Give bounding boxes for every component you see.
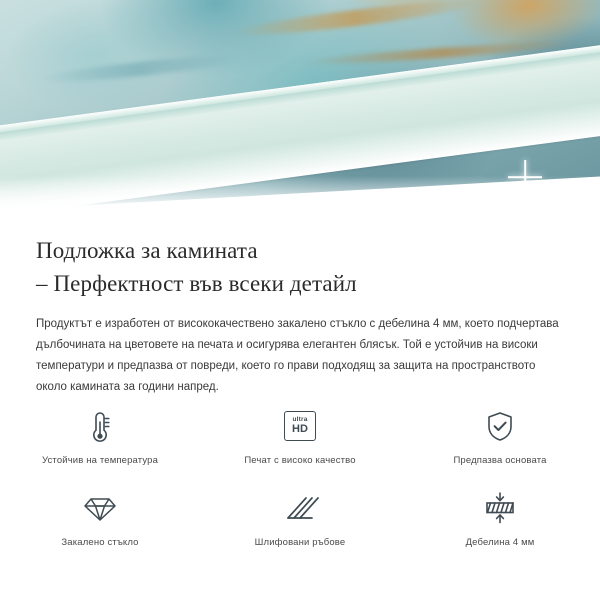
diamond-icon <box>78 486 122 530</box>
page-title <box>0 222 600 300</box>
feature-surface-protection <box>400 398 600 480</box>
feature-label: Печат с високо качество <box>244 455 356 466</box>
page-title-line-1: Подложка за камината <box>36 238 258 263</box>
feature-label: Шлифовани ръбове <box>254 537 346 548</box>
feature-label: Дебелина 4 мм <box>465 537 535 548</box>
feature-label: Устойчив на температура <box>41 455 159 466</box>
shield-check-icon <box>478 404 522 448</box>
polished-edges-icon <box>278 486 322 530</box>
feature-tempered-glass <box>0 480 200 562</box>
feature-thickness <box>400 480 600 562</box>
thickness-icon <box>478 486 522 530</box>
page-title-line-2: – Перфектност във всеки детайл <box>36 271 357 296</box>
feature-polished-edges <box>200 480 400 562</box>
feature-label: Предпазва основата <box>453 455 547 466</box>
hero-image <box>0 0 600 222</box>
feature-grid <box>0 398 600 562</box>
description-paragraph: Продуктът е изработен от висококачествено закалено стъкло с дебелина 4 мм, което подчертава дълбочината на цветовете на печата и осигурява елегантен блясък. Той е устойчив на високи температури и предпазва от повреди, което го прави подходящ за защита на пространството около камината за години напред. <box>36 318 559 393</box>
feature-temperature-resistant <box>0 398 200 480</box>
ultra-hd-badge-top: ultra <box>292 415 308 423</box>
text-content <box>0 222 600 398</box>
ultra-hd-icon <box>278 404 322 448</box>
ultra-hd-badge-bottom: HD <box>292 423 308 436</box>
feature-label: Закалено стъкло <box>61 537 139 548</box>
hero-bottom-fade <box>0 176 600 222</box>
thermometer-icon <box>78 404 122 448</box>
feature-print-quality <box>200 398 400 480</box>
description-block <box>0 300 600 398</box>
